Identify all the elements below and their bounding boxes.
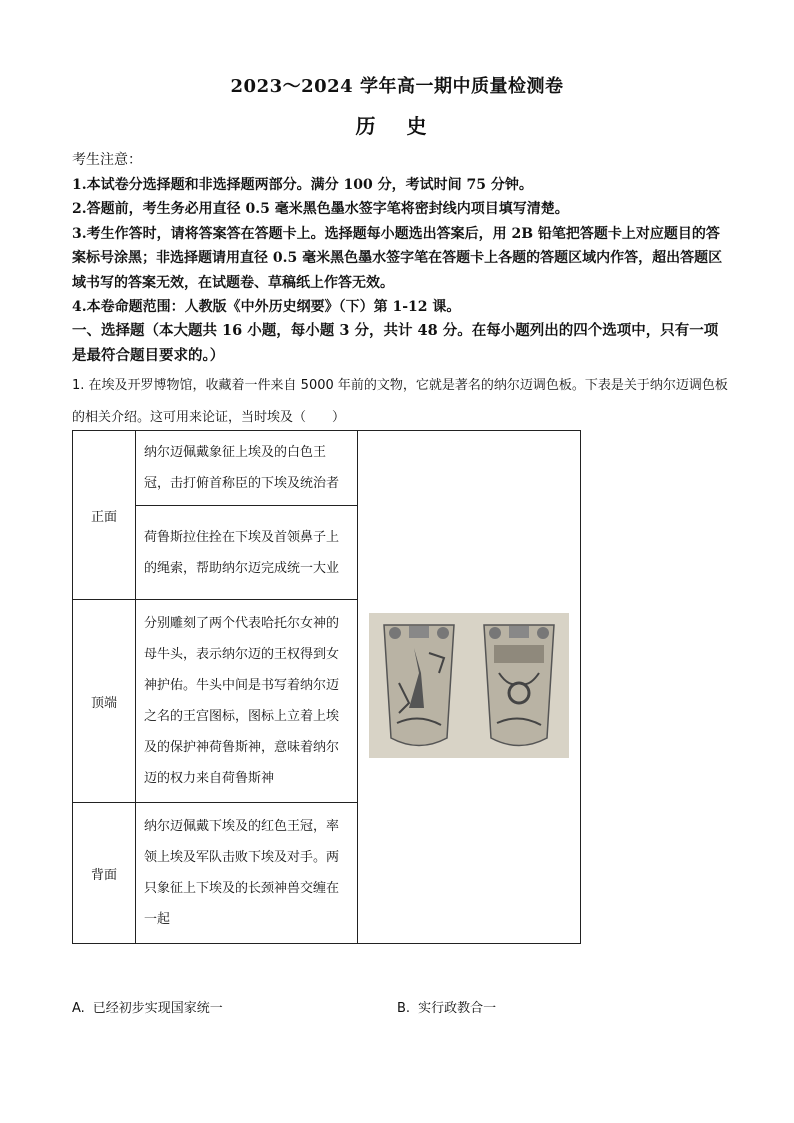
row-desc: 荷鲁斯拉住拴在下埃及首领鼻子上的绳索，帮助纳尔迈完成统一大业	[136, 506, 358, 600]
table-row	[73, 431, 581, 506]
option-letter: A.	[72, 1001, 85, 1016]
palette-illustration-icon	[369, 613, 569, 758]
question-1-stem: 1. 在埃及开罗博物馆，收藏着一件来自 5000 年前的文物，它就是著名的纳尔迈调色板。下表是关于纳尔迈调色板的相关介绍。这可用来论证，当时埃及（ ）	[72, 378, 728, 425]
note-item: 1.本试卷分选择题和非选择题两部分。满分 100 分，考试时间 75 分钟。	[72, 176, 533, 193]
option-a	[72, 997, 223, 1016]
section-heading: 一、选择题（本大题共 16 小题，每小题 3 分，共计 48 分。在每小题列出的四个选项中，只有一项是最符合题目要求的。）	[72, 322, 719, 364]
question-1-table	[72, 430, 581, 944]
narmer-palette-image	[369, 613, 569, 758]
row-label: 背面	[73, 803, 136, 944]
exam-title: 2023～2024 学年高一期中质量检测卷	[230, 76, 564, 97]
row-desc: 纳尔迈佩戴象征上埃及的白色王冠，击打俯首称臣的下埃及统治者	[136, 431, 358, 506]
exam-notes	[72, 148, 732, 320]
subject-title: 历 史	[355, 114, 439, 138]
row-label: 正面	[73, 431, 136, 600]
option-text: 已经初步实现国家统一	[92, 1001, 223, 1016]
option-b	[397, 997, 496, 1016]
row-desc: 纳尔迈佩戴下埃及的红色王冠，率领上埃及军队击败下埃及对手。两只象征上下埃及的长颈神兽交缠在一起	[136, 803, 358, 944]
note-item: 4.本卷命题范围：人教版《中外历史纲要》（下）第 1-12 课。	[72, 299, 461, 315]
note-item: 2.答题前，考生务必用直径 0.5 毫米黑色墨水签字笔将密封线内项目填写清楚。	[72, 201, 569, 217]
palette-image-cell	[358, 431, 581, 944]
row-label: 顶端	[73, 600, 136, 803]
option-letter: B.	[397, 1001, 411, 1016]
row-desc: 分别雕刻了两个代表哈托尔女神的母牛头，表示纳尔迈的王权得到女神护佑。牛头中间是书写着纳尔迈之名的王宫图标，图标上立着上埃及的保护神荷鲁斯神，意味着纳尔迈的权力来自荷鲁斯神	[136, 600, 358, 803]
notes-header: 考生注意：	[72, 152, 142, 168]
note-item: 3.考生作答时，请将答案答在答题卡上。选择题每小题选出答案后，用 2B 铅笔把答题卡上对应题目的答案标号涂黑；非选择题请用直径 0.5 毫米黑色墨水签字笔在答题卡上各题的答题区域内作答，超出答题区域书写的答案无效，在试题卷、草稿纸上作答无效。	[72, 225, 723, 291]
option-text: 实行政教合一	[418, 1001, 497, 1016]
